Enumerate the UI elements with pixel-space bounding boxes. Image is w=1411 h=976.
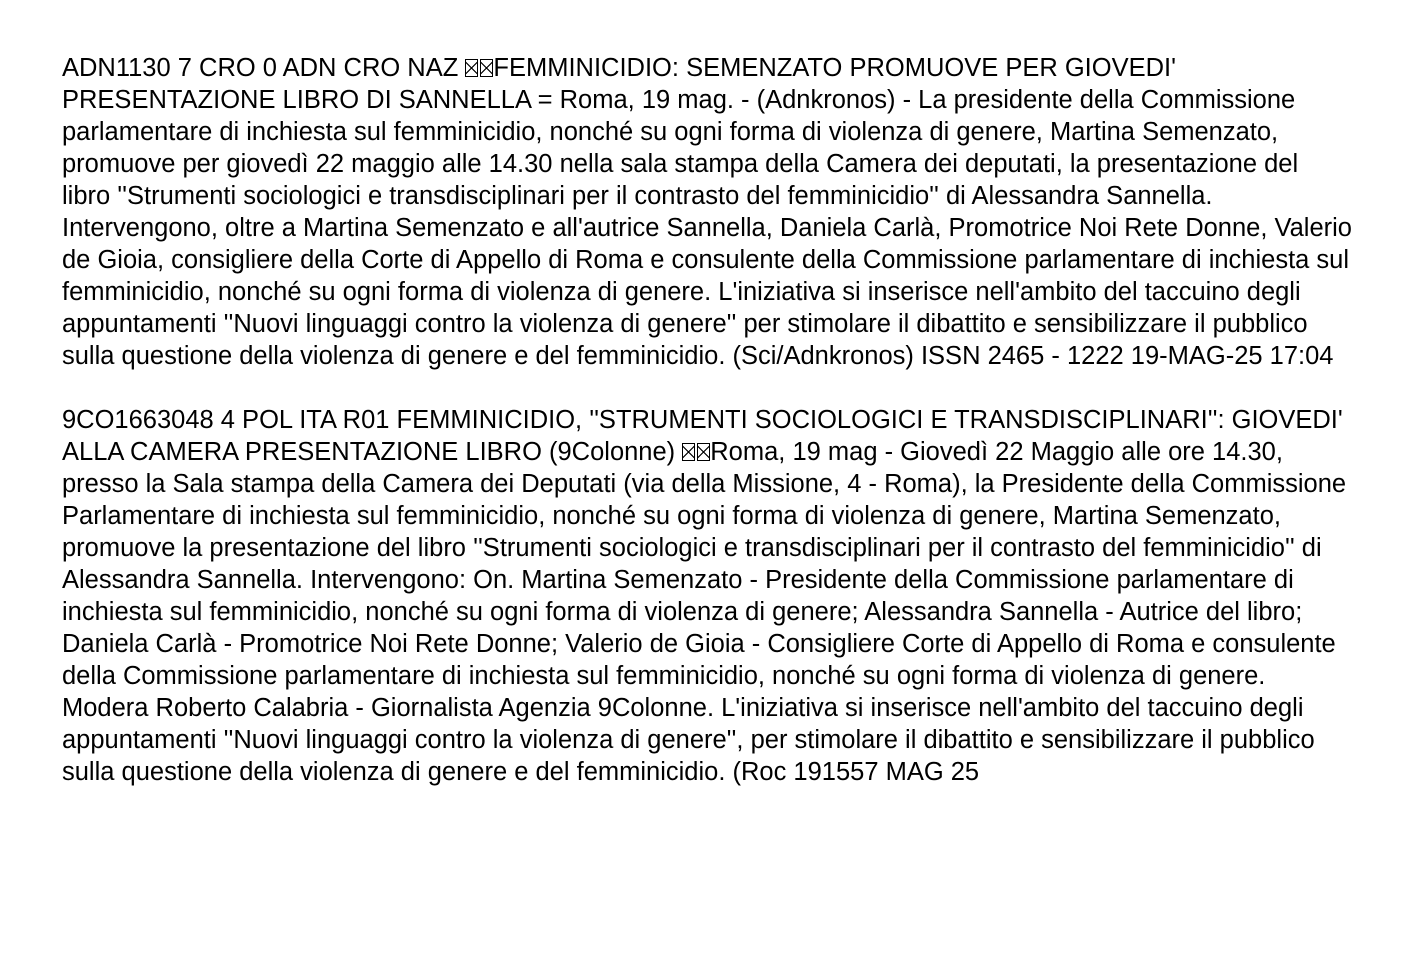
missing-glyph-icon [465, 59, 478, 77]
missing-glyph-icon [682, 443, 695, 461]
news-item-header: 9CO1663048 4 POL ITA R01 FEMMINICIDIO, ''STRUMENTI SOCIOLOGICI E TRANSDISCIPLINARI'': GIOVEDI' ALLA CAMERA PRESENTAZIONE LIBRO (9Colonne) [62, 406, 1343, 466]
document-page [62, 52, 1352, 788]
news-item-header: ADN1130 7 CRO 0 ADN CRO NAZ [62, 54, 459, 82]
missing-glyph-icon [697, 443, 710, 461]
missing-glyph-icon [480, 59, 493, 77]
news-item-9colonne [62, 404, 1352, 788]
news-item-body: FEMMINICIDIO: SEMENZATO PROMUOVE PER GIOVEDI' PRESENTAZIONE LIBRO DI SANNELLA = Roma, 19 mag. - (Adnkronos) - La presidente della Commissione parlamentare di inchiesta sul femminicidio, nonché su ogni forma di violenza di genere, Martina Semenzato, promuove per giovedì 22 maggio alle 14.30 nella sala stampa della Camera dei deputati, la presentazione del libro ''Strumenti sociologici e transdisciplinari per il contrasto del femminicidio'' di Alessandra Sannella. Intervengono, oltre a Martina Semenzato e all'autrice Sannella, Daniela Carlà, Promotrice Noi Rete Donne, Valerio de Gioia, consigliere della Corte di Appello di Roma e consulente della Commissione parlamentare di inchiesta sul femminicidio, nonché su ogni forma di violenza di genere. L'iniziativa si inserisce nell'ambito del taccuino degli appuntamenti ''Nuovi linguaggi contro la violenza di genere'' per stimolare il dibattito e sensibilizzare il pubblico sulla questione della violenza di genere e del femminicidio. (Sci/Adnkronos) ISSN 2465 - 1222 19-MAG-25 17:04 [62, 54, 1352, 370]
separator-marker [465, 54, 493, 82]
news-item-body: Roma, 19 mag - Giovedì 22 Maggio alle ore 14.30, presso la Sala stampa della Camera dei Deputati (via della Missione, 4 - Roma), la Presidente della Commissione Parlamentare di inchiesta sul femminicidio, nonché su ogni forma di violenza di genere, Martina Semenzato, promuove la presentazione del libro ''Strumenti sociologici e transdisciplinari per il contrasto del femminicidio'' di Alessandra Sannella. Intervengono: On. Martina Semenzato - Presidente della Commissione parlamentare di inchiesta sul femminicidio, nonché su ogni forma di violenza di genere; Alessandra Sannella - Autrice del libro; Daniela Carlà - Promotrice Noi Rete Donne; Valerio de Gioia - Consigliere Corte di Appello di Roma e consulente della Commissione parlamentare di inchiesta sul femminicidio, nonché su ogni forma di violenza di genere. Modera Roberto Calabria - Giornalista Agenzia 9Colonne. L'iniziativa si inserisce nell'ambito del taccuino degli appuntamenti ''Nuovi linguaggi contro la violenza di genere'', per stimolare il dibattito e sensibilizzare il pubblico sulla questione della violenza di genere e del femminicidio. (Roc 191557 MAG 25 [62, 438, 1347, 786]
separator-marker [682, 438, 710, 466]
news-item-adnkronos [62, 52, 1352, 372]
